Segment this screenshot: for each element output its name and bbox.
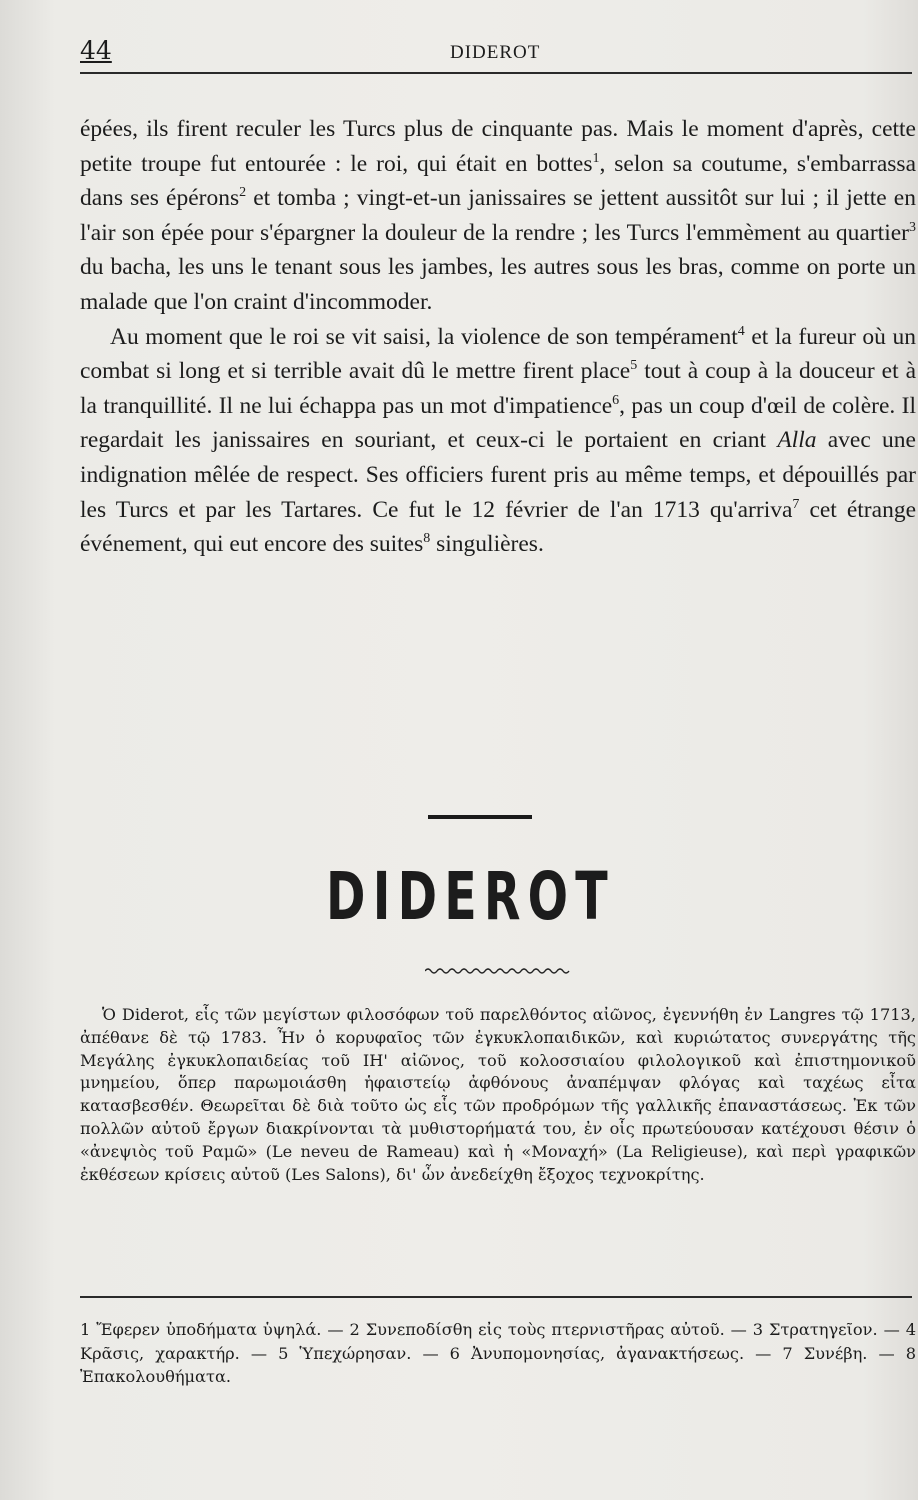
text-run: singulières. <box>430 531 544 558</box>
section-title: DIDEROT <box>326 858 615 935</box>
text-run: et la fureur où un combat si long et si terrible avait dû le mettre firent place <box>80 323 917 385</box>
text-run: et tomba ; vingt-et-un janissaires se jettent aussitôt sur lui ; il jette en l'air son épée pour s'épargner la douleur de la rendre ; les Turcs l'emmèment au quartier <box>80 185 916 246</box>
biography-text: Ὁ Diderot, εἷς τῶν μεγίστων φιλοσόφων τοῦ παρελθόντος αἰῶνος, ἐγεννήθη ἐν Langres τῷ 1713, ἀπέθανε δὲ τῷ 1783. Ἦν ὁ κορυφαῖος τῶν ἐγκυκλοπαιδικῶν, καὶ κυριώτατος συνεργάτης τῆς Μεγάλης ἐγκυκλοπαιδείας τοῦ ΙΗ' αἰῶνος, τοῦ κολοσσιαίου φιλολογικοῦ καὶ ἐπιστημονικοῦ μνημείου, ὅπερ παρωμοιάσθη ἡφαιστείῳ ἀφθόνους ἀναπέμψαν φλόγας καὶ ταχέως εἶτα κατασβεσθέν. Θεωρεῖται δὲ διὰ τοῦτο ὡς εἷς τῶν προδρόμων τῆς γαλλικῆς ἐπαναστάσεως. Ἐκ τῶν πολλῶν αὐτοῦ ἔργων διακρίνονται τὰ μυθιστορήματά του, ἐν οἷς πρωτεύουσαν κατέχουσι θέσιν ὁ «ἀνεψιὸς τοῦ Ραμῶ» (Le neveu de Rameau) καὶ ἡ «Μοναχή» (La Religieuse), καὶ περὶ γραφικῶν ἐκθέσεων κρίσεις αὐτοῦ (Les Salons), δι' ὧν ἀνεδείχθη ἔξοχος τεχνοκρίτης. <box>80 1005 916 1184</box>
page-number: 44 <box>80 36 112 65</box>
footnotes-text: 1 Ἔφερεν ὑποδήματα ὑψηλά. — 2 Συνεποδίσθη εἰς τοὺς πτερνιστῆρας αὐτοῦ. — 3 Στρατηγεῖον. — 4 Κρᾶσις, χαρακτήρ. — 5 Ὑπεχώρησαν. — 6 Ἀνυπομονησίας, ἀγανακτήσεως. — 7 Συνέβη. — 8 Ἐπακολουθήματα. <box>80 1320 916 1386</box>
text-run: , pas un coup d'œil de colère. Il regardait les janissaires en souriant, et ceux-ci le portaient en criant <box>80 392 917 454</box>
text-run: Au moment que le roi se vit saisi, la violence de son tempérament <box>110 323 738 350</box>
page-header <box>80 36 912 72</box>
main-text <box>80 112 916 562</box>
paragraph-1 <box>80 112 916 320</box>
text-run: du bacha, les uns le tenant sous les jambes, les autres sous les bras, comme on porte un malade que l'on craint d'incommoder. <box>80 254 916 315</box>
text-run: , selon sa coutume, s'embarrassa dans ses épérons <box>80 150 916 212</box>
section-divider <box>428 815 532 819</box>
paragraph-2 <box>80 320 916 562</box>
footnote-ref-8: 8 <box>423 531 431 547</box>
wavy-ornament <box>425 966 570 976</box>
footnote-ref-4: 4 <box>737 323 745 339</box>
text-run: cet étrange événement, qui eut encore des suites <box>80 496 916 558</box>
running-head: DIDEROT <box>450 42 541 63</box>
italic-word: Alla <box>777 427 817 454</box>
footnotes-rule <box>80 1296 912 1298</box>
footnotes <box>80 1318 916 1389</box>
footnote-ref-3: 3 <box>909 219 916 235</box>
biography-note <box>80 1004 916 1186</box>
text-run: épées, ils firent reculer les Turcs plus de cinquante pas. Mais le moment d'après, cette petite troupe fut entourée : le roi, qui était en bottes <box>80 116 916 177</box>
footnote-ref-6: 6 <box>612 392 620 408</box>
footnote-ref-7: 7 <box>792 496 800 512</box>
footnote-ref-5: 5 <box>630 358 638 374</box>
footnote-ref-2: 2 <box>239 185 247 201</box>
text-run: avec une indignation mêlée de respect. Ses officiers furent pris au même temps, et dépouillés par les Turcs et par les Tartares. Ce fut le 12 février de l'an 1713 qu'arriva <box>80 427 916 523</box>
header-rule <box>80 72 912 74</box>
footnote-ref-1: 1 <box>592 150 600 166</box>
text-run: tout à coup à la douceur et à la tranquillité. Il ne lui échappa pas un mot d'impatience <box>80 358 917 419</box>
